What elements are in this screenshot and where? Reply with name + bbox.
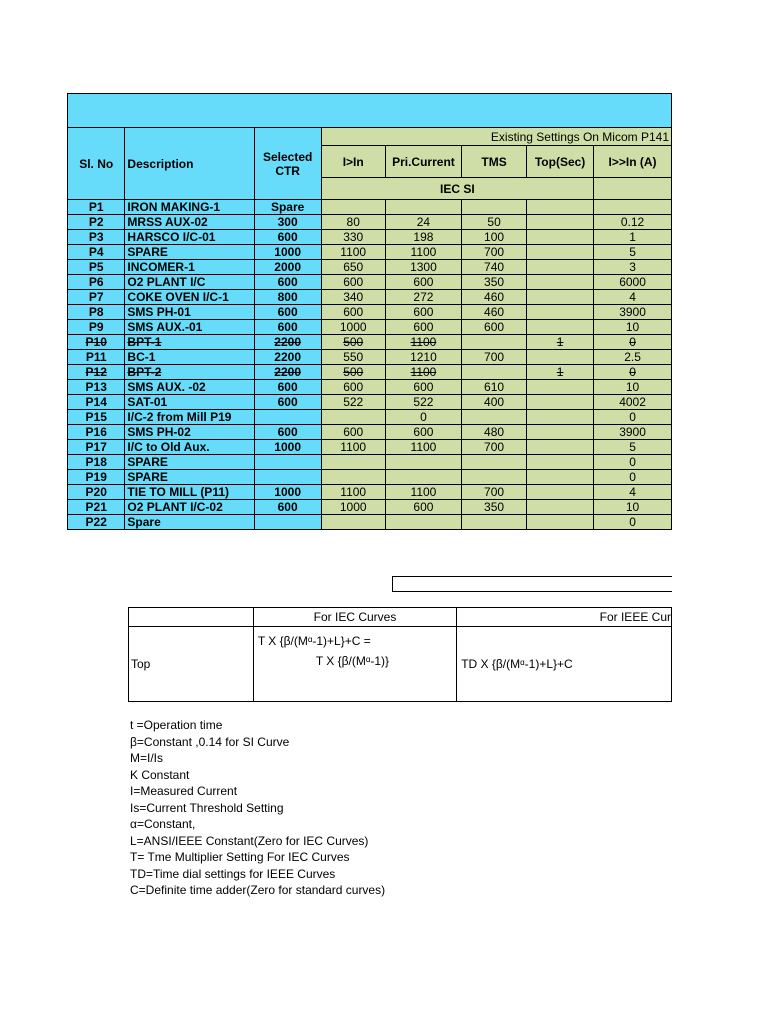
cell-description: O2 PLANT I/C xyxy=(125,275,254,290)
cell-description: INCOMER-1 xyxy=(125,260,254,275)
cell-sl-no: P20 xyxy=(68,485,125,500)
iec-si-label: IEC SI xyxy=(321,178,593,200)
cell-tms: 50 xyxy=(462,215,527,230)
cell-pri-current: 1100 xyxy=(385,335,461,350)
header-sl-no: Sl. No xyxy=(68,128,125,200)
cell-i-in: 600 xyxy=(321,305,385,320)
cell-i-in-2: 10 xyxy=(594,320,672,335)
cell-i-in: 600 xyxy=(321,275,385,290)
cell-sl-no: P14 xyxy=(68,395,125,410)
cell-top-sec xyxy=(527,260,594,275)
cell-pri-current: 1300 xyxy=(385,260,461,275)
cell-top-sec xyxy=(527,425,594,440)
cell-top-sec xyxy=(527,395,594,410)
header-tms: TMS xyxy=(462,146,527,178)
cell-sl-no: P12 xyxy=(68,365,125,380)
cell-pri-current: 522 xyxy=(385,395,461,410)
cell-i-in xyxy=(321,200,385,215)
cell-i-in: 1000 xyxy=(321,320,385,335)
cell-tms xyxy=(462,470,527,485)
cell-top-sec xyxy=(527,305,594,320)
cell-description: COKE OVEN I/C-1 xyxy=(125,290,254,305)
cell-selected-ctr: 2200 xyxy=(254,335,321,350)
cell-selected-ctr xyxy=(254,470,321,485)
cell-sl-no: P16 xyxy=(68,425,125,440)
cell-selected-ctr: 300 xyxy=(254,215,321,230)
iec-si-blank xyxy=(594,178,672,200)
note-line: T= Tme Multiplier Setting For IEC Curves xyxy=(130,850,350,864)
cell-sl-no: P15 xyxy=(68,410,125,425)
header-selected-ctr: Selected CTR xyxy=(254,128,321,200)
table-row xyxy=(68,305,672,320)
table-row xyxy=(68,365,672,380)
cell-top-sec xyxy=(527,245,594,260)
cell-i-in: 340 xyxy=(321,290,385,305)
note-line: α=Constant, xyxy=(130,817,196,831)
cell-description: MRSS AUX-02 xyxy=(125,215,254,230)
cell-i-in: 1100 xyxy=(321,485,385,500)
cell-selected-ctr: 600 xyxy=(254,305,321,320)
cell-tms: 100 xyxy=(462,230,527,245)
cell-i-in-2: 0 xyxy=(594,455,672,470)
cell-top-sec xyxy=(527,470,594,485)
cell-selected-ctr: 1000 xyxy=(254,440,321,455)
cell-i-in: 1100 xyxy=(321,440,385,455)
formula-header-blank xyxy=(129,608,254,627)
cell-i-in: 522 xyxy=(321,395,385,410)
table-row xyxy=(68,515,672,530)
table-title-bar xyxy=(68,94,672,128)
cell-selected-ctr: 600 xyxy=(254,500,321,515)
iec-formula-line1: T X {β/(Mᵅ-1)+L}+C = xyxy=(257,634,371,648)
header-i-in: I>In xyxy=(321,146,385,178)
cell-top-sec xyxy=(527,515,594,530)
cell-top-sec xyxy=(527,500,594,515)
note-line: Is=Current Threshold Setting xyxy=(130,800,284,815)
header-i-in-2: I>>In (A) xyxy=(594,146,672,178)
cell-top-sec xyxy=(527,440,594,455)
cell-sl-no: P21 xyxy=(68,500,125,515)
cell-description: BPT-2 xyxy=(125,365,254,380)
header-pri-current: Pri.Current xyxy=(385,146,461,178)
cell-top-sec xyxy=(527,290,594,305)
cell-i-in-2: 0 xyxy=(594,410,672,425)
cell-description: SMS AUX.-01 xyxy=(125,320,254,335)
cell-sl-no: P22 xyxy=(68,515,125,530)
cell-i-in-2: 5 xyxy=(594,440,672,455)
cell-sl-no: P18 xyxy=(68,455,125,470)
cell-sl-no: P13 xyxy=(68,380,125,395)
cell-pri-current: 600 xyxy=(385,380,461,395)
table-row xyxy=(68,245,672,260)
table-row xyxy=(68,425,672,440)
cell-description: SAT-01 xyxy=(125,395,254,410)
cell-pri-current: 600 xyxy=(385,425,461,440)
cell-pri-current: 1210 xyxy=(385,350,461,365)
cell-selected-ctr: 600 xyxy=(254,275,321,290)
cell-selected-ctr xyxy=(254,515,321,530)
table-row xyxy=(68,395,672,410)
cell-i-in xyxy=(321,515,385,530)
cell-i-in xyxy=(321,410,385,425)
cell-top-sec xyxy=(527,380,594,395)
cell-top-sec: 1 xyxy=(527,365,594,380)
table-row xyxy=(68,410,672,425)
cell-i-in: 1100 xyxy=(321,245,385,260)
cell-tms: 480 xyxy=(462,425,527,440)
cell-description: IRON MAKING-1 xyxy=(125,200,254,215)
cell-sl-no: P5 xyxy=(68,260,125,275)
cell-i-in: 330 xyxy=(321,230,385,245)
formula-table xyxy=(128,607,672,702)
cell-tms xyxy=(462,515,527,530)
cell-pri-current: 600 xyxy=(385,500,461,515)
top-label: Top xyxy=(129,627,254,702)
cell-selected-ctr: 2200 xyxy=(254,350,321,365)
note-line: I=Measured Current xyxy=(130,784,238,798)
cell-i-in-2: 0 xyxy=(594,470,672,485)
cell-i-in-2: 4 xyxy=(594,290,672,305)
cell-tms xyxy=(462,200,527,215)
cell-description: BPT-1 xyxy=(125,335,254,350)
cell-tms: 700 xyxy=(462,350,527,365)
cell-sl-no: P8 xyxy=(68,305,125,320)
cell-sl-no: P1 xyxy=(68,200,125,215)
cell-top-sec xyxy=(527,230,594,245)
iec-formula-line2: T X {β/(Mᵅ-1)} xyxy=(315,654,390,668)
table-row xyxy=(68,440,672,455)
cell-i-in-2 xyxy=(594,200,672,215)
cell-pri-current xyxy=(385,470,461,485)
cell-top-sec xyxy=(527,275,594,290)
cell-selected-ctr: 600 xyxy=(254,230,321,245)
cell-description: Spare xyxy=(125,515,254,530)
cell-i-in: 600 xyxy=(321,380,385,395)
cell-i-in-2: 0 xyxy=(594,515,672,530)
note-line: L=ANSI/IEEE Constant(Zero for IEC Curves) xyxy=(130,833,369,848)
cell-i-in xyxy=(321,455,385,470)
cell-tms xyxy=(462,335,527,350)
cell-top-sec xyxy=(527,350,594,365)
cell-pri-current: 1100 xyxy=(385,485,461,500)
cell-top-sec xyxy=(527,200,594,215)
cell-selected-ctr: 1000 xyxy=(254,245,321,260)
note-line: β=Constant ,0.14 for SI Curve xyxy=(130,734,290,749)
for-ieee-curves-label: For IEEE Cur xyxy=(457,608,672,627)
cell-selected-ctr: 600 xyxy=(254,395,321,410)
table-row xyxy=(68,200,672,215)
cell-sl-no: P11 xyxy=(68,350,125,365)
cell-tms: 740 xyxy=(462,260,527,275)
cell-tms: 460 xyxy=(462,290,527,305)
notes-list xyxy=(130,717,385,899)
header-top-sec: Top(Sec) xyxy=(527,146,594,178)
cell-tms: 400 xyxy=(462,395,527,410)
table-row xyxy=(68,380,672,395)
cell-i-in: 500 xyxy=(321,335,385,350)
cell-sl-no: P4 xyxy=(68,245,125,260)
cell-description: SMS PH-02 xyxy=(125,425,254,440)
cell-selected-ctr: 800 xyxy=(254,290,321,305)
cell-sl-no: P6 xyxy=(68,275,125,290)
cell-pri-current: 1100 xyxy=(385,245,461,260)
cell-selected-ctr: 1000 xyxy=(254,485,321,500)
cell-i-in-2: 3900 xyxy=(594,305,672,320)
cell-selected-ctr: 2200 xyxy=(254,365,321,380)
table-row xyxy=(68,470,672,485)
cell-top-sec xyxy=(527,410,594,425)
cell-description: SMS AUX. -02 xyxy=(125,380,254,395)
cell-sl-no: P2 xyxy=(68,215,125,230)
existing-settings-label: Existing Settings On Micom P141 xyxy=(321,128,671,146)
header-description: Description xyxy=(125,128,254,200)
note-line: M=I/Is xyxy=(130,751,164,765)
table-row xyxy=(68,320,672,335)
cell-selected-ctr: 2000 xyxy=(254,260,321,275)
cell-tms: 350 xyxy=(462,500,527,515)
cell-sl-no: P17 xyxy=(68,440,125,455)
table-row xyxy=(68,485,672,500)
table-row xyxy=(68,455,672,470)
cell-tms: 350 xyxy=(462,275,527,290)
cell-pri-current xyxy=(385,455,461,470)
cell-sl-no: P9 xyxy=(68,320,125,335)
cell-top-sec xyxy=(527,320,594,335)
cell-sl-no: P10 xyxy=(68,335,125,350)
cell-description: SMS PH-01 xyxy=(125,305,254,320)
cell-tms xyxy=(462,365,527,380)
cell-i-in-2: 2.5 xyxy=(594,350,672,365)
note-line: t =Operation time xyxy=(130,718,223,732)
cell-i-in: 500 xyxy=(321,365,385,380)
cell-sl-no: P3 xyxy=(68,230,125,245)
cell-pri-current: 600 xyxy=(385,320,461,335)
cell-pri-current: 600 xyxy=(385,305,461,320)
cell-i-in-2: 6000 xyxy=(594,275,672,290)
cell-i-in-2: 5 xyxy=(594,245,672,260)
cell-i-in-2: 3 xyxy=(594,260,672,275)
table-row xyxy=(68,335,672,350)
cell-i-in-2: 3900 xyxy=(594,425,672,440)
cell-sl-no: P7 xyxy=(68,290,125,305)
cell-pri-current xyxy=(385,515,461,530)
cell-i-in: 1000 xyxy=(321,500,385,515)
cell-top-sec xyxy=(527,455,594,470)
cell-pri-current: 1100 xyxy=(385,440,461,455)
cell-i-in: 80 xyxy=(321,215,385,230)
cell-sl-no: P19 xyxy=(68,470,125,485)
cell-i-in-2: 4002 xyxy=(594,395,672,410)
table-row xyxy=(68,350,672,365)
empty-input-box xyxy=(392,576,672,592)
cell-tms xyxy=(462,455,527,470)
table-row xyxy=(68,500,672,515)
note-line: K Constant xyxy=(130,767,190,782)
cell-i-in: 550 xyxy=(321,350,385,365)
cell-tms: 610 xyxy=(462,380,527,395)
cell-i-in xyxy=(321,470,385,485)
cell-top-sec: 1 xyxy=(527,335,594,350)
cell-pri-current xyxy=(385,200,461,215)
cell-pri-current: 198 xyxy=(385,230,461,245)
cell-i-in-2: 0 xyxy=(594,335,672,350)
cell-selected-ctr: 600 xyxy=(254,320,321,335)
cell-top-sec xyxy=(527,215,594,230)
cell-i-in-2: 0.12 xyxy=(594,215,672,230)
table-row xyxy=(68,290,672,305)
cell-i-in-2: 4 xyxy=(594,485,672,500)
cell-pri-current: 24 xyxy=(385,215,461,230)
relay-settings-table xyxy=(67,93,672,530)
cell-description: I/C-2 from Mill P19 xyxy=(125,410,254,425)
cell-description: HARSCO I/C-01 xyxy=(125,230,254,245)
cell-description: SPARE xyxy=(125,245,254,260)
cell-pri-current: 0 xyxy=(385,410,461,425)
note-line: TD=Time dial settings for IEEE Curves xyxy=(130,866,336,881)
table-row xyxy=(68,275,672,290)
cell-selected-ctr xyxy=(254,455,321,470)
cell-tms: 700 xyxy=(462,440,527,455)
cell-description: I/C to Old Aux. xyxy=(125,440,254,455)
cell-selected-ctr: 600 xyxy=(254,425,321,440)
cell-pri-current: 1100 xyxy=(385,365,461,380)
cell-selected-ctr: Spare xyxy=(254,200,321,215)
cell-pri-current: 272 xyxy=(385,290,461,305)
cell-description: O2 PLANT I/C-02 xyxy=(125,500,254,515)
cell-description: SPARE xyxy=(125,470,254,485)
cell-description: SPARE xyxy=(125,455,254,470)
cell-i-in-2: 0 xyxy=(594,365,672,380)
cell-i-in-2: 10 xyxy=(594,380,672,395)
cell-i-in: 600 xyxy=(321,425,385,440)
note-line: C=Definite time adder(Zero for standard curves) xyxy=(130,883,386,897)
table-row xyxy=(68,230,672,245)
cell-tms: 700 xyxy=(462,485,527,500)
cell-i-in-2: 1 xyxy=(594,230,672,245)
cell-top-sec xyxy=(527,485,594,500)
cell-tms xyxy=(462,410,527,425)
cell-pri-current: 600 xyxy=(385,275,461,290)
cell-tms: 600 xyxy=(462,320,527,335)
table-row xyxy=(68,260,672,275)
cell-selected-ctr xyxy=(254,410,321,425)
cell-i-in: 650 xyxy=(321,260,385,275)
for-iec-curves-label: For IEC Curves xyxy=(253,608,456,627)
cell-i-in-2: 10 xyxy=(594,500,672,515)
cell-description: BC-1 xyxy=(125,350,254,365)
table-row xyxy=(68,215,672,230)
ieee-formula: TD X {β/(Mᵅ-1)+L}+C xyxy=(457,627,672,702)
cell-selected-ctr: 600 xyxy=(254,380,321,395)
cell-description: TIE TO MILL (P11) xyxy=(125,485,254,500)
cell-tms: 460 xyxy=(462,305,527,320)
cell-tms: 700 xyxy=(462,245,527,260)
